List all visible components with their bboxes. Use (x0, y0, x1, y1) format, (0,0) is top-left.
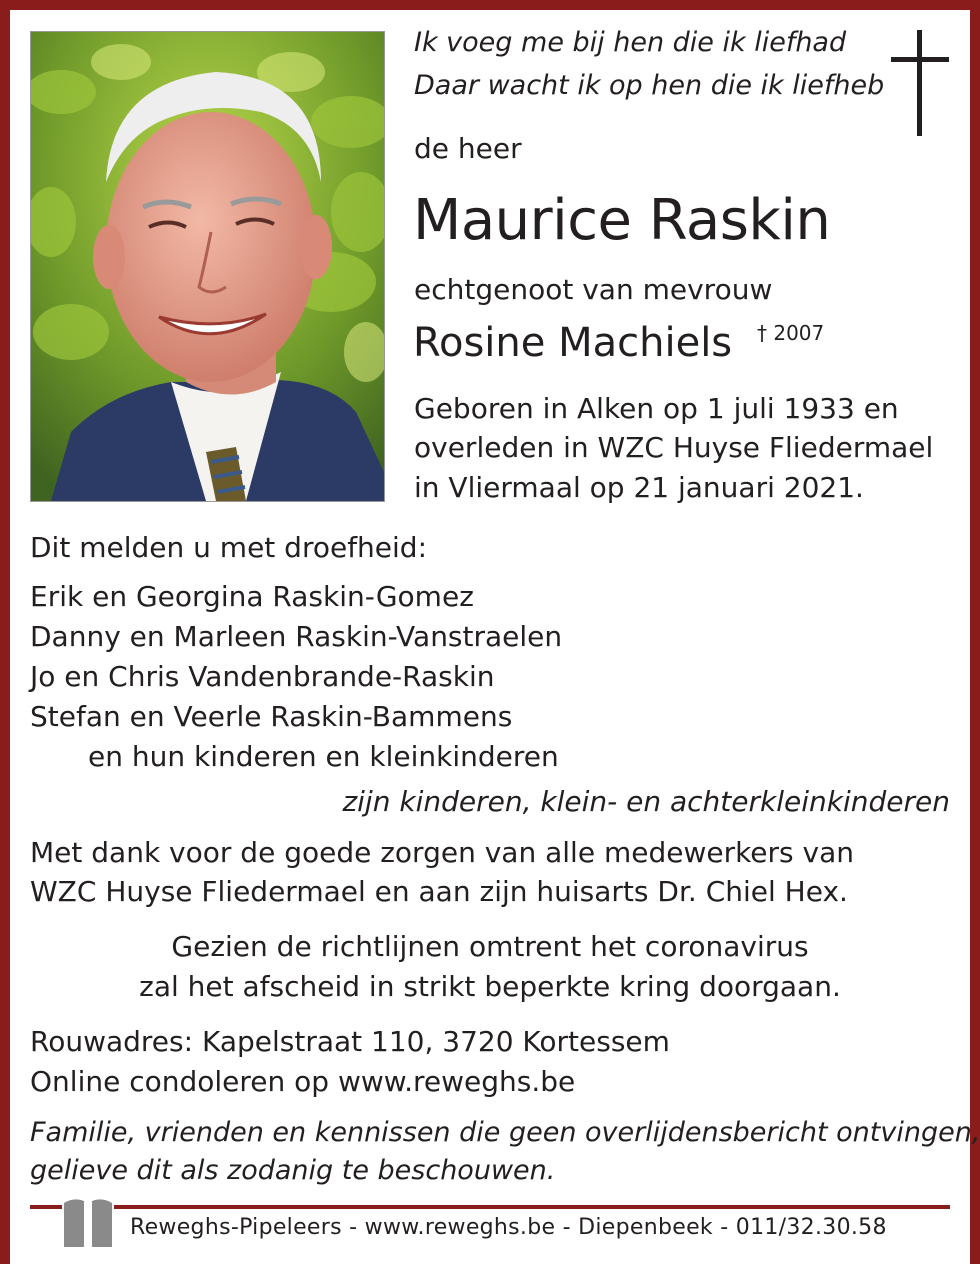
footer-divider (30, 1205, 950, 1209)
announcement-intro: Dit melden u met droefheid: (30, 531, 428, 564)
mourning-address: Rouwadres: Kapelstraat 110, 3720 Kortessem (30, 1025, 670, 1058)
family-member: Erik en Georgina Raskin-Gomez (30, 580, 474, 613)
verse-line-2: Daar wacht ik op hen die ik liefheb (414, 70, 885, 101)
spouse-death-mark: † 2007 (757, 321, 825, 345)
bio-line-1: Geboren in Alken op 1 juli 1933 en (414, 392, 899, 425)
thanks-line-2: WZC Huyse Fliedermael en aan zijn huisarts Dr. Chiel Hex. (30, 875, 848, 908)
portrait-photo (30, 31, 385, 502)
title-prefix: de heer (414, 132, 522, 165)
family-member: Danny en Marleen Raskin-Vanstraelen (30, 620, 563, 653)
thanks-line-1: Met dank voor de goede zorgen van alle medewerkers van (30, 836, 855, 869)
family-member: Jo en Chris Vandenbrande-Raskin (30, 660, 495, 693)
family-signature: zijn kinderen, klein- en achterkleinkinderen (342, 785, 950, 818)
cross-icon (888, 30, 952, 136)
frame-right (970, 0, 980, 1264)
bio-line-2: overleden in WZC Huyse Fliedermael (414, 431, 934, 464)
footnote-line-2: gelieve dit als zodanig te beschouwen. (30, 1155, 556, 1186)
bio-line-3: in Vliermaal op 21 januari 2021. (414, 471, 864, 504)
frame-top (0, 0, 980, 10)
footer-info: Reweghs-Pipeleers - www.reweghs.be - Diepenbeek - 011/32.30.58 (130, 1215, 887, 1240)
spouse-name: Rosine Machiels (413, 320, 733, 366)
corona-line-2: zal het afscheid in strikt beperkte kring doorgaan. (139, 970, 841, 1003)
deceased-name: Maurice Raskin (413, 188, 831, 253)
spouse-intro: echtgenoot van mevrouw (414, 273, 773, 306)
online-condolence: Online condoleren op www.reweghs.be (30, 1065, 576, 1098)
verse-line-1: Ik voeg me bij hen die ik liefhad (414, 27, 847, 58)
family-member: Stefan en Veerle Raskin-Bammens (30, 700, 513, 733)
funeral-home-logo (62, 1195, 114, 1247)
corona-line-1: Gezien de richtlijnen omtrent het coronavirus (171, 930, 809, 963)
frame-left (0, 0, 10, 1264)
grandchildren-line: en hun kinderen en kleinkinderen (88, 740, 559, 773)
footnote-line-1: Familie, vrienden en kennissen die geen overlijdensbericht ontvingen, (30, 1117, 980, 1148)
